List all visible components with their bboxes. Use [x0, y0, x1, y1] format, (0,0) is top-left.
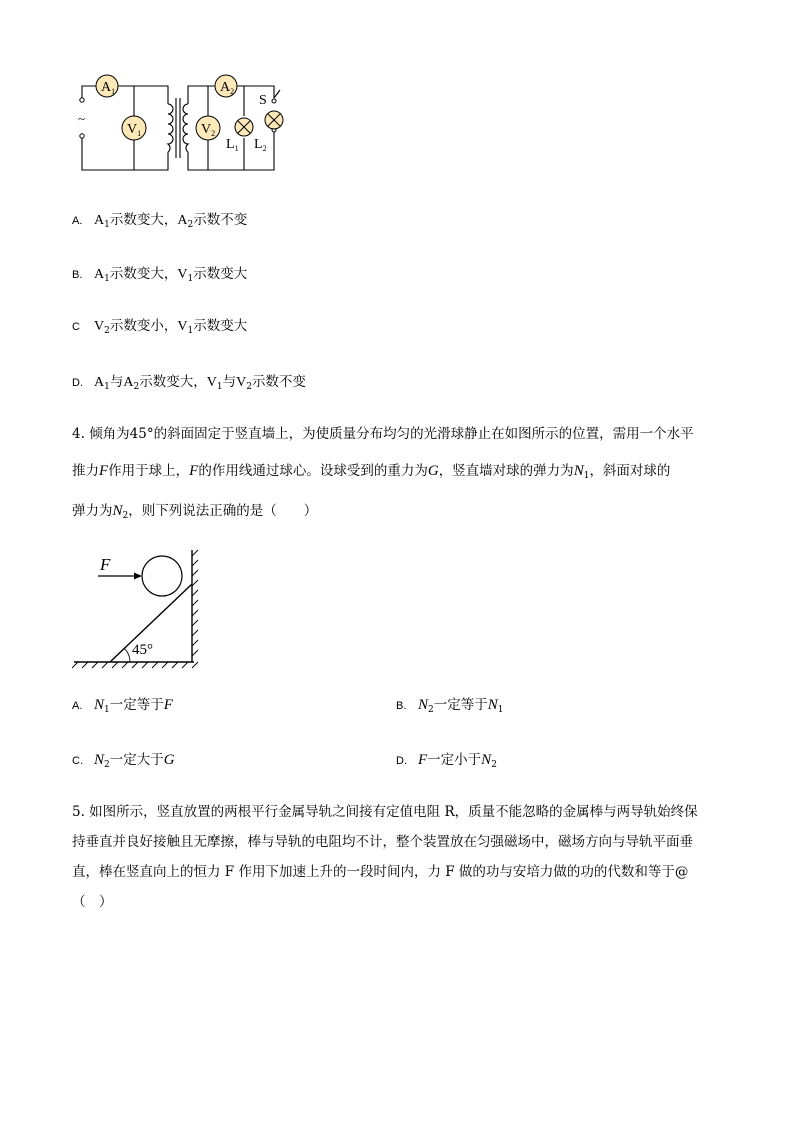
ac-source-symbol: ~ [78, 111, 86, 126]
q5-stem-line-3: 直，棒在竖直向上的恒力 F 作用下加速上升的一段时间内，力 F 做的功与安培力做的功的代数和等于@ [72, 864, 689, 880]
incline-ball-figure [72, 546, 200, 672]
svg-text:A2: $A_2$ [220, 80, 235, 96]
q4-stem-line-1: 4. 倾角为45°的斜面固定于竖直墙上，为使质量分布均匀的光滑球静止在如图所示的位置，需用一个水平 [72, 426, 694, 442]
q3-option-b[interactable]: B. $A_1$示数变大，$V_1$示数变大 [72, 266, 248, 284]
ball [142, 556, 182, 596]
q4-stem-line-2: 推力F作用于球上，F的作用线通过球心。设球受到的重力为G，竖直墙对球的弹力为$N_1$，斜面对球的 [72, 463, 671, 481]
svg-text:L2: $L_2$ [254, 137, 267, 153]
q4-option-b[interactable]: B. $N_2$一定等于$N_1$ [396, 697, 504, 715]
q5-stem-line-1: 5. 如图所示，竖直放置的两根平行金属导轨之间接有定值电阻 R，质量不能忽略的金属棒与两导轨始终保 [72, 804, 698, 820]
svg-text:A1: $A_1$ [101, 80, 116, 96]
q5-stem-line-4: （ ） [72, 894, 113, 910]
svg-text:L1: $L_1$ [226, 137, 239, 153]
q4-option-c[interactable]: C. $N_2$一定大于G [72, 752, 175, 770]
q4-option-d[interactable]: D. F一定小于$N_2$ [396, 752, 497, 770]
lamp-l2 [265, 111, 283, 129]
transformer-circuit-figure [70, 68, 290, 176]
lamp-l1 [235, 118, 253, 136]
force-label: F [100, 555, 111, 574]
q3-option-a[interactable]: A. $A_1$示数变大，$A_2$示数不变 [72, 212, 248, 230]
q3-option-d[interactable]: D. $A_1$与$A_2$示数变大，$V_1$与$V_2$示数不变 [72, 374, 306, 392]
angle-label: 45° [132, 642, 153, 658]
q4-stem-line-3: 弹力为$N_2$，则下列说法正确的是（ ） [72, 503, 318, 521]
svg-text:V1: $V_1$ [127, 122, 142, 138]
q5-stem-line-2: 持垂直并良好接触且无摩擦，棒与导轨的电阻均不计，整个装置放在匀强磁场中，磁场方向与导轨平面垂 [72, 834, 693, 850]
svg-text:V2: $V_2$ [201, 122, 216, 138]
q3-option-c[interactable]: C $V_2$示数变小，$V_1$示数变大 [72, 318, 248, 336]
switch-label: S [259, 93, 267, 108]
q4-option-a[interactable]: A. $N_1$一定等于F [72, 697, 173, 715]
